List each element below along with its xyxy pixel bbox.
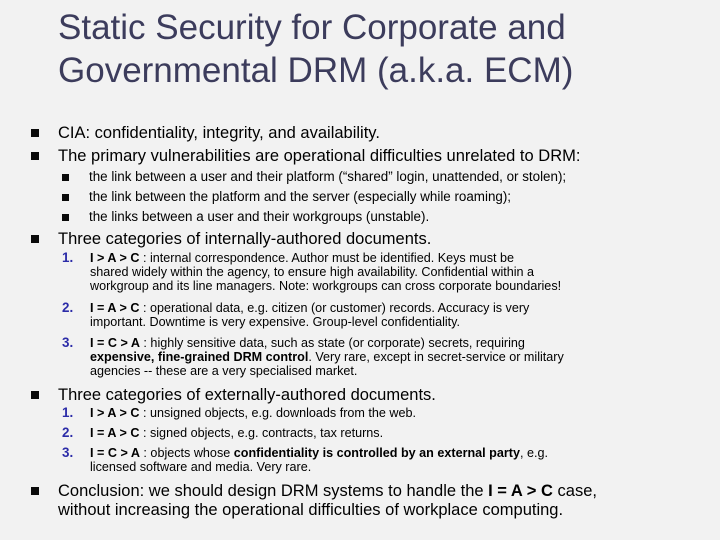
item-text: workgroup and its line managers. Note: workgroups can cross corporate boundaries!: [90, 279, 562, 294]
bold-phrase: expensive, fine-grained DRM control: [90, 350, 309, 365]
bullet-conclusion: [58, 482, 597, 520]
sub-bullet-server: the link between the platform and the server (especially while roaming);: [89, 189, 512, 204]
conclusion-text: case,: [552, 482, 597, 500]
bullet-internal: Three categories of internally-authored documents.: [58, 230, 432, 248]
list-number: 1.: [62, 405, 74, 420]
external-item-2: [90, 426, 710, 440]
cia-ordering: I = C > A: [90, 446, 140, 460]
list-number: 2.: [62, 425, 74, 440]
cia-ordering: I = C > A: [90, 336, 140, 350]
slide-title: [58, 6, 698, 92]
item-text: , e.g.: [519, 446, 548, 460]
item-text: : operational data, e.g. citizen (or customer) records. Accuracy is very: [139, 301, 530, 315]
bullet-external: Three categories of externally-authored documents.: [58, 386, 436, 404]
conclusion-key: I = A > C: [488, 482, 553, 500]
list-number: 3.: [62, 335, 74, 350]
square-bullet-icon: [31, 391, 39, 399]
external-item-1: [90, 406, 710, 420]
sub-bullet-workgroups: the links between a user and their workgroups (unstable).: [89, 209, 430, 224]
square-bullet-icon: [62, 174, 69, 181]
item-text: agencies -- these are a very specialised market.: [90, 364, 358, 379]
square-bullet-icon: [31, 152, 39, 160]
item-text: : highly sensitive data, such as state (or corporate) secrets, requiring: [139, 336, 525, 350]
internal-item-3: [90, 336, 710, 379]
item-text: . Very rare, except in secret-service or military: [308, 350, 564, 365]
cia-ordering: I = A > C: [90, 426, 140, 440]
square-bullet-icon: [31, 129, 39, 137]
cia-ordering: I = A > C: [90, 301, 140, 315]
external-item-3: [90, 446, 710, 474]
square-bullet-icon: [62, 194, 69, 201]
title-line-1: Static Security for Corporate and: [58, 8, 566, 47]
square-bullet-icon: [62, 214, 69, 221]
list-number: 2.: [62, 300, 74, 315]
internal-item-2: [90, 301, 710, 329]
item-text: licensed software and media. Very rare.: [90, 460, 312, 475]
conclusion-line-2: without increasing the operational difficulties of workplace computing.: [58, 501, 564, 519]
bullet-vulnerabilities: The primary vulnerabilities are operational difficulties unrelated to DRM:: [58, 147, 581, 165]
list-number: 3.: [62, 445, 74, 460]
item-text: : signed objects, e.g. contracts, tax returns.: [139, 426, 384, 440]
conclusion-text: Conclusion: we should design DRM systems to handle the: [58, 482, 489, 500]
square-bullet-icon: [31, 235, 39, 243]
item-text: important. Downtime is very expensive. Group-level confidentiality.: [90, 315, 461, 330]
bullet-cia: CIA: confidentiality, integrity, and availability.: [58, 124, 380, 142]
cia-ordering: I > A > C: [90, 406, 140, 420]
square-bullet-icon: [31, 487, 39, 495]
item-text: : unsigned objects, e.g. downloads from the web.: [139, 406, 416, 420]
item-text: : objects whose: [139, 446, 234, 460]
item-text: : internal correspondence. Author must be identified. Keys must be: [139, 251, 514, 265]
item-text: shared widely within the agency, to ensure high availability. Confidential within a: [90, 265, 535, 280]
internal-item-1: [90, 251, 710, 294]
list-number: 1.: [62, 250, 74, 265]
sub-bullet-platform: the link between a user and their platform (“shared” login, unattended, or stolen);: [89, 169, 567, 184]
cia-ordering: I > A > C: [90, 251, 140, 265]
title-line-2: Governmental DRM (a.k.a. ECM): [58, 51, 574, 90]
bold-phrase: confidentiality is controlled by an external party: [233, 446, 520, 460]
